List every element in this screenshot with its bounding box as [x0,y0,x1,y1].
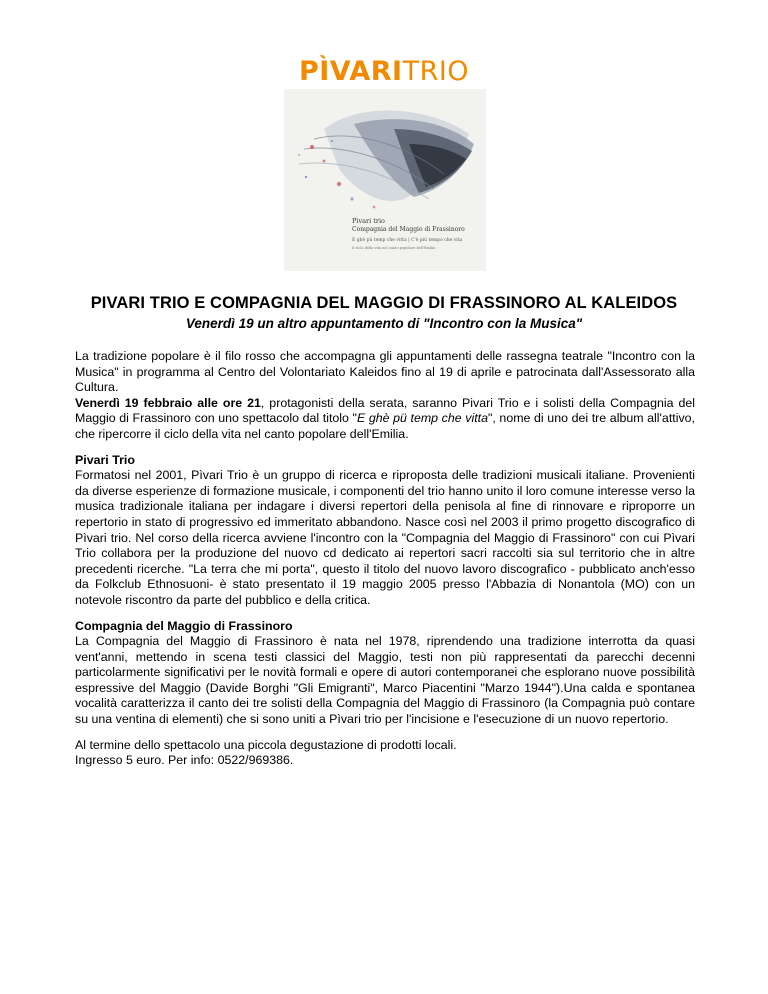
pivari-trio-logo [0,56,768,87]
closing-paragraph [75,738,695,769]
section-heading-pivari-trio: Pivari Trio [75,452,135,467]
section-compagnia [75,619,695,728]
article-subtitle: Venerdì 19 un altro appuntamento di "Incontro con la Musica" [185,316,583,331]
cover-text-line-4: il ciclo della vita nel canto popolare dell'Emilia [352,246,436,250]
closing-line-2: Ingresso 5 euro. Per info: 0522/969386. [75,753,294,768]
section-heading-compagnia: Compagnia del Maggio di Frassinoro [75,618,293,633]
cover-text-line-2: Compagnia del Maggio di Frassinoro [352,226,465,233]
closing-line-1: Al termine dello spettacolo una piccola degustazione di prodotti locali. [75,737,457,752]
intro-text-3: ", nome di uno dei tre album all'attivo, che ripercorre il ciclo della vita nel canto popolare dell'Emilia. [75,411,695,441]
album-cover-image [284,89,486,271]
album-cover-artwork [284,89,486,271]
intro-text-1: La tradizione popolare è il filo rosso che accompagna gli appuntamenti delle rassegna teatrale "Incontro con la Musica" in programma al Centro del Volontariato Kaleidos fino al 19 di aprile e patrocinata dall'Assessorato alla Cultura. [75,349,695,395]
article-body [75,349,695,779]
section-text-pivari-trio: Formatosi nel 2001, Pìvari Trio è un gruppo di ricerca e riproposta delle tradizioni musicali italiane. Provenienti da diverse esperienze di formazione musicale, i componenti del trio hanno unito il loro comune interesse verso la musica tradizionale italiana per indagare i diversi repertori della penisola al fine di rinnovare e riproporre un repertorio in stato di progressivo ed immeritato abbandono. Nasce così nel 2003 il primo progetto discografico di Pìvari trio. Nel corso della ricerca avviene l'incontro con la "Compagnia del Maggio di Frassinoro" con cui Pìvari Trio collabora per la produzione del nuovo cd dedicato ai repertori sacri raccolti sia sul territorio che in altre precedenti ricerche. "La terra che mi porta", questo il titolo del nuovo lavoro discografico - pubblicato anch'esso da Folkclub Ethnosuoni- è stato presentato il 19 maggio 2005 presso l'Abbazia di Nonantola (MO) con un notevole riscontro da parte del pubblico e della critica. [75,468,695,607]
section-text-compagnia: La Compagnia del Maggio di Frassinoro è nata nel 1978, riprendendo una tradizione interrotta da quasi vent'anni, mettendo in scena testi classici del Maggio, testi non più rappresentati da parecchi decenni particolarmente significativi per le novità formali e opere di autori contemporanei che esplorano nuove possibilità espressive del Maggio (Davide Borghi "Gli Emigranti", Marco Piacentini "Marzo 1944").Una calda e spontanea vocalità caratterizza il canto dei tre solisti della Compagnia del Maggio di Frassinoro (la Compagnia può contare su una ventina di elementi) che si sono uniti a Pìvari trio per l'incisione e l'esecuzione di un nuovo repertorio. [75,634,695,727]
cover-text-line-1: Pìvari trio [352,217,385,225]
intro-paragraph [75,349,695,443]
logo-part-light: TRIO [402,56,470,87]
album-title: E ghè pü temp che vitta [356,411,488,426]
logo-part-bold: PÌVARI [298,56,403,87]
event-date: Venerdì 19 febbraio alle ore 21 [75,395,261,410]
article-title: PIVARI TRIO E COMPAGNIA DEL MAGGIO DI FRASSINORO AL KALEIDOS [90,294,678,312]
intro-text-2: , protagonisti della serata, saranno Pivari Trio e i solisti della Compagnia del Maggio di Frassinoro con uno spettacolo dal titolo " [75,395,695,426]
section-pivari-trio [75,453,695,609]
cover-text-line-3: E ghè pü temp che vitta | C'è più tempo che vita [352,238,463,243]
